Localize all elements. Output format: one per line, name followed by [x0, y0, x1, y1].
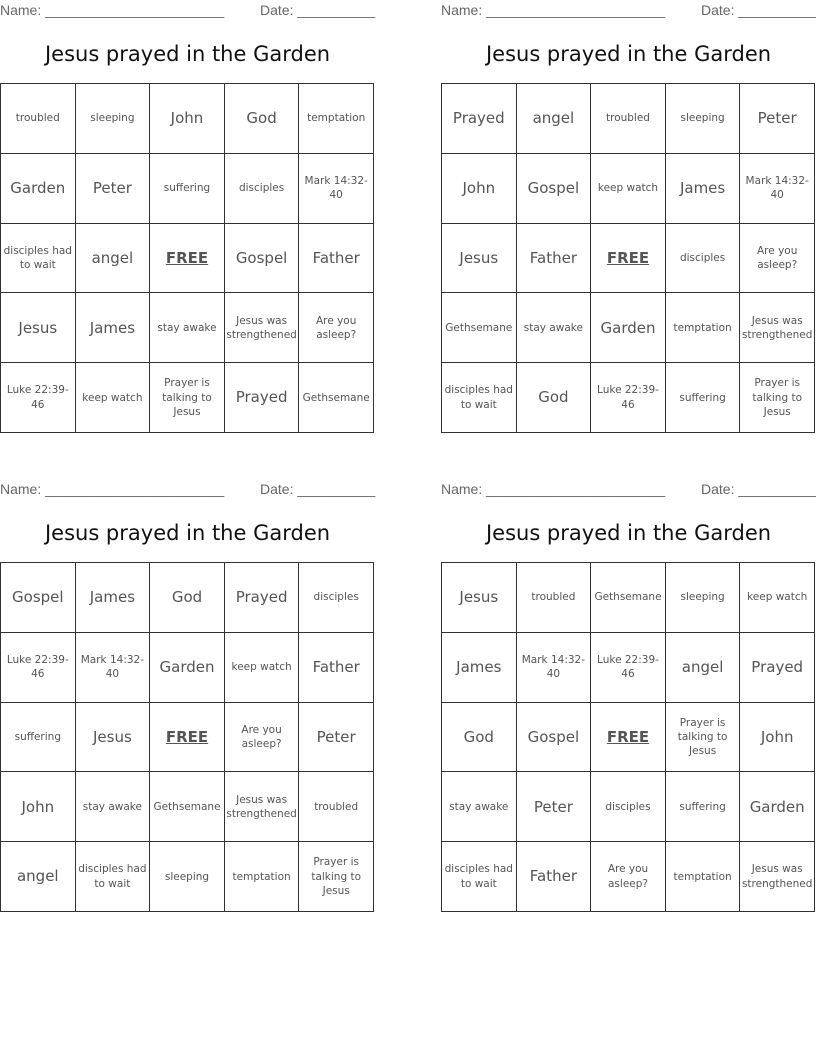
bingo-card-4 [441, 479, 816, 890]
bingo-cell: suffering [666, 772, 741, 842]
bingo-cell: Garden [740, 772, 815, 842]
bingo-cell: suffering [666, 363, 741, 433]
bingo-card-1 [0, 0, 376, 418]
bingo-cell: keep watch [225, 633, 300, 703]
bingo-cell: Prayer is talking to Jesus [740, 363, 815, 433]
bingo-cell: angel [517, 84, 592, 154]
date-field: Date: __________ [260, 481, 376, 497]
bingo-cell: temptation [666, 842, 741, 912]
free-space: FREE [591, 703, 666, 773]
bingo-grid [0, 83, 374, 433]
bingo-cell: angel [666, 633, 741, 703]
bingo-cell: God [150, 563, 225, 633]
bingo-cell: James [76, 293, 151, 363]
card-title: Jesus prayed in the Garden [44, 521, 331, 545]
bingo-cell: Father [299, 224, 374, 294]
bingo-cell: Gethsemane [591, 563, 666, 633]
bingo-cell: Prayed [225, 563, 300, 633]
bingo-cell: angel [76, 224, 151, 294]
bingo-cell: Mark 14:32-40 [740, 154, 815, 224]
bingo-cell: Gospel [517, 703, 592, 773]
bingo-cell: temptation [666, 293, 741, 363]
bingo-cell: Jesus was strengthened [740, 842, 815, 912]
bingo-grid [441, 83, 815, 433]
bingo-cell: Prayed [740, 633, 815, 703]
card-title: Jesus prayed in the Garden [485, 42, 772, 66]
bingo-cell: temptation [299, 84, 374, 154]
bingo-cell: Prayed [225, 363, 300, 433]
bingo-cell: Jesus [442, 224, 517, 294]
bingo-cell: God [517, 363, 592, 433]
bingo-cell: Gospel [517, 154, 592, 224]
bingo-cell: angel [1, 842, 76, 912]
name-field: Name: _______________________ [0, 2, 225, 18]
bingo-cell: Prayer is talking to Jesus [666, 703, 741, 773]
card-header [0, 479, 375, 503]
bingo-cell: stay awake [517, 293, 592, 363]
bingo-cell: John [740, 703, 815, 773]
bingo-cell: Gethsemane [442, 293, 517, 363]
bingo-cell: Gospel [1, 563, 76, 633]
bingo-cell: disciples had to wait [442, 842, 517, 912]
bingo-cell: Peter [517, 772, 592, 842]
bingo-cell: Luke 22:39-46 [1, 363, 76, 433]
bingo-card-3 [0, 479, 376, 897]
bingo-cell: troubled [299, 772, 374, 842]
bingo-cell: God [442, 703, 517, 773]
bingo-cell: Jesus was strengthened [225, 772, 300, 842]
bingo-cell: Gospel [225, 224, 300, 294]
bingo-cell: keep watch [740, 563, 815, 633]
bingo-cell: Prayer is talking to Jesus [150, 363, 225, 433]
bingo-cell: sleeping [150, 842, 225, 912]
bingo-cell: Jesus was strengthened [225, 293, 300, 363]
bingo-cell: disciples had to wait [76, 842, 151, 912]
date-field: Date: __________ [701, 2, 816, 18]
bingo-cell: Jesus [442, 563, 517, 633]
bingo-cell: Jesus [1, 293, 76, 363]
bingo-cell: Luke 22:39-46 [591, 633, 666, 703]
bingo-cell: Prayer is talking to Jesus [299, 842, 374, 912]
bingo-cell: John [442, 154, 517, 224]
bingo-cell: Mark 14:32-40 [299, 154, 374, 224]
bingo-cell: disciples [225, 154, 300, 224]
bingo-cell: Jesus was strengthened [740, 293, 815, 363]
bingo-cell: sleeping [666, 563, 741, 633]
bingo-cell: Gethsemane [299, 363, 374, 433]
bingo-cell: James [666, 154, 741, 224]
bingo-cell: disciples [299, 563, 374, 633]
bingo-cell: stay awake [150, 293, 225, 363]
bingo-cell: sleeping [666, 84, 741, 154]
bingo-cell: disciples [591, 772, 666, 842]
bingo-cell: Prayed [442, 84, 517, 154]
bingo-cell: disciples [666, 224, 741, 294]
bingo-cell: Garden [150, 633, 225, 703]
bingo-cell: Peter [76, 154, 151, 224]
bingo-cell: Are you asleep? [591, 842, 666, 912]
bingo-cell: Father [299, 633, 374, 703]
bingo-cell: disciples had to wait [442, 363, 517, 433]
bingo-cell: James [442, 633, 517, 703]
bingo-cell: Luke 22:39-46 [1, 633, 76, 703]
bingo-cell: Father [517, 224, 592, 294]
card-header [0, 0, 375, 24]
card-title: Jesus prayed in the Garden [44, 42, 331, 66]
bingo-cell: Garden [1, 154, 76, 224]
bingo-cell: Peter [299, 703, 374, 773]
bingo-cell: keep watch [591, 154, 666, 224]
bingo-cell: Father [517, 842, 592, 912]
bingo-cell: Luke 22:39-46 [591, 363, 666, 433]
bingo-cell: suffering [150, 154, 225, 224]
free-space: FREE [150, 703, 225, 773]
bingo-cell: troubled [517, 563, 592, 633]
bingo-grid [441, 562, 815, 912]
name-field: Name: _______________________ [441, 2, 666, 18]
card-header [441, 479, 816, 503]
free-space: FREE [591, 224, 666, 294]
bingo-cell: Gethsemane [150, 772, 225, 842]
bingo-card-2 [441, 0, 816, 418]
bingo-cell: Mark 14:32-40 [517, 633, 592, 703]
bingo-cell: Are you asleep? [299, 293, 374, 363]
name-field: Name: _______________________ [441, 481, 666, 497]
bingo-cell: Mark 14:32-40 [76, 633, 151, 703]
bingo-cell: Peter [740, 84, 815, 154]
name-field: Name: _______________________ [0, 481, 225, 497]
bingo-cell: John [150, 84, 225, 154]
bingo-cell: troubled [1, 84, 76, 154]
bingo-cell: Are you asleep? [225, 703, 300, 773]
bingo-cell: James [76, 563, 151, 633]
bingo-cell: God [225, 84, 300, 154]
bingo-cell: Garden [591, 293, 666, 363]
bingo-cell: Jesus [76, 703, 151, 773]
bingo-cell: stay awake [76, 772, 151, 842]
bingo-cell: Are you asleep? [740, 224, 815, 294]
card-title: Jesus prayed in the Garden [485, 521, 772, 545]
bingo-cell: keep watch [76, 363, 151, 433]
bingo-cell: suffering [1, 703, 76, 773]
bingo-cell: stay awake [442, 772, 517, 842]
card-header [441, 0, 816, 24]
bingo-cell: disciples had to wait [1, 224, 76, 294]
bingo-cell: sleeping [76, 84, 151, 154]
date-field: Date: __________ [260, 2, 376, 18]
free-space: FREE [150, 224, 225, 294]
bingo-cell: temptation [225, 842, 300, 912]
bingo-cell: troubled [591, 84, 666, 154]
bingo-cell: John [1, 772, 76, 842]
date-field: Date: __________ [701, 481, 816, 497]
bingo-grid [0, 562, 374, 912]
